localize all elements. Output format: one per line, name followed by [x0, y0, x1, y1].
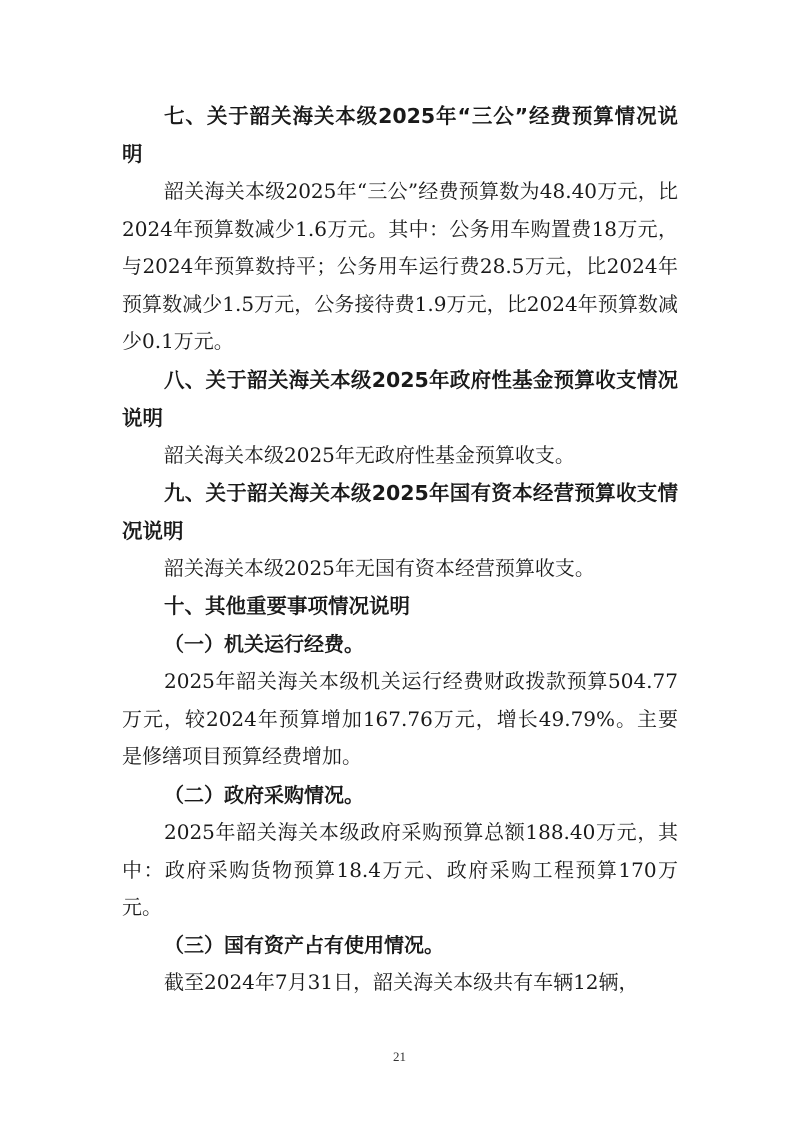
section-7-body: 韶关海关本级2025年“三公”经费预算数为48.40万元，比2024年预算数减少1.6万元。其中：公务用车购置费18万元，与2024年预算数持平；公务用车运行费28.5万元，比2024年预算数减少1.5万元，公务接待费1.9万元，比2024年预算数减少0.1万元。 [122, 179, 678, 353]
section-9-body: 韶关海关本级2025年无国有资本经营预算收支。 [164, 556, 595, 580]
section-9-heading: 九、关于韶关海关本级2025年国有资本经营预算收支情况说明 [122, 481, 678, 543]
section-8-body: 韶关海关本级2025年无政府性基金预算收支。 [164, 443, 575, 467]
section-10-heading: 十、其他重要事项情况说明 [164, 594, 410, 618]
subsection-3-body: 截至2024年7月31日，韶关海关本级共有车辆12辆， [164, 970, 639, 994]
section-7-heading: 七、关于韶关海关本级2025年“三公”经费预算情况说明 [122, 104, 678, 166]
section-8-heading: 八、关于韶关海关本级2025年政府性基金预算收支情况说明 [122, 368, 678, 430]
subsection-1-heading: （一）机关运行经费。 [164, 632, 364, 656]
subsection-2-body: 2025年韶关海关本级政府采购预算总额188.40万元，其中：政府采购货物预算18.4万元、政府采购工程预算170万元。 [122, 820, 678, 919]
subsection-3-heading: （三）国有资产占有使用情况。 [164, 933, 444, 957]
subsection-2-heading: （二）政府采购情况。 [164, 783, 364, 807]
subsection-1-body: 2025年韶关海关本级机关运行经费财政拨款预算504.77万元，较2024年预算增加167.76万元，增长49.79%。主要是修缮项目预算经费增加。 [122, 669, 678, 768]
page-number: 21 [393, 1049, 406, 1064]
